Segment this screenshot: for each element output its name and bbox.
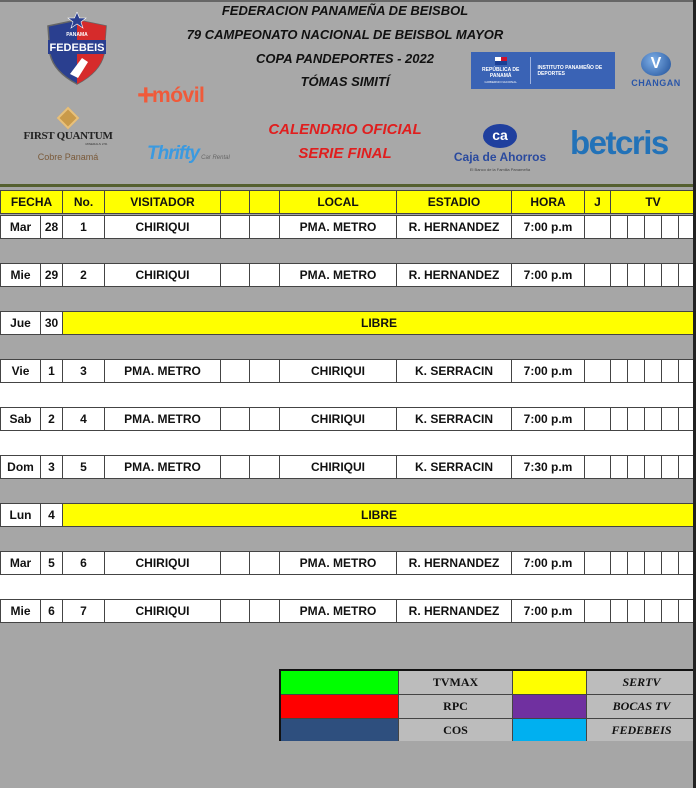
cell-stadium: R. HERNANDEZ <box>397 551 512 575</box>
cell-empty <box>585 263 611 287</box>
cell-empty <box>645 407 662 431</box>
cell-empty <box>662 263 679 287</box>
cell-time: 7:00 p.m <box>512 407 585 431</box>
first-quantum-minerals: MINERALS LTD. <box>85 142 108 146</box>
movil-name: móvil <box>152 84 205 107</box>
legend-swatch-bocas-tv <box>513 695 587 719</box>
cell-date: 28 <box>41 215 63 239</box>
column-header-j: J <box>585 190 611 214</box>
cell-stadium: K. SERRACIN <box>397 455 512 479</box>
calendar-title: CALENDRIO OFICIAL <box>268 121 422 138</box>
cell-time: 7:00 p.m <box>512 551 585 575</box>
legend-label-bocas-tv: BOCAS TV <box>587 695 696 719</box>
cell-time: 7:00 p.m <box>512 359 585 383</box>
cell-visitor: PMA. METRO <box>105 359 221 383</box>
caja-sub: El Banco de la Familia Panameña <box>469 167 531 172</box>
top-border <box>0 0 696 2</box>
cell-empty <box>628 407 645 431</box>
cell-visitor: CHIRIQUI <box>105 551 221 575</box>
legend-swatch-tvmax <box>281 671 399 695</box>
cell-empty <box>662 455 679 479</box>
column-header-local: LOCAL <box>280 190 397 214</box>
row-spacer <box>0 575 693 599</box>
cell-empty <box>662 551 679 575</box>
row-spacer <box>0 527 693 551</box>
calendar-subtitle: SERIE FINAL <box>298 145 392 162</box>
changan-logo <box>624 52 688 88</box>
row-spacer <box>0 383 693 407</box>
first-quantum-logo <box>18 110 118 162</box>
schedule-row <box>0 455 696 479</box>
cell-no: 3 <box>63 359 105 383</box>
cell-empty <box>585 455 611 479</box>
column-header-estadio: ESTADIO <box>397 190 512 214</box>
cell-local: PMA. METRO <box>280 599 397 623</box>
caja-mark-icon: ca <box>483 124 517 148</box>
schedule-row <box>0 407 696 431</box>
cell-stadium: R. HERNANDEZ <box>397 599 512 623</box>
panama-government-logo <box>471 52 615 89</box>
cell-empty <box>662 215 679 239</box>
cell-empty <box>662 359 679 383</box>
cell-stadium: R. HERNANDEZ <box>397 215 512 239</box>
cell-empty <box>250 215 280 239</box>
cell-empty <box>611 215 628 239</box>
cell-empty <box>645 215 662 239</box>
row-spacer <box>0 335 693 359</box>
libre-cell: LIBRE <box>63 311 696 335</box>
cell-no: 7 <box>63 599 105 623</box>
row-spacer <box>0 479 693 503</box>
fedebeis-logo <box>40 12 114 86</box>
cell-empty <box>250 551 280 575</box>
legend-label-rpc: RPC <box>399 695 513 719</box>
cell-empty <box>585 359 611 383</box>
betcris-logo: betcris <box>570 124 668 161</box>
cell-empty <box>628 263 645 287</box>
column-header-hora: HORA <box>512 190 585 214</box>
first-quantum-name: FIRST QUANTUM <box>23 130 113 142</box>
cell-empty <box>585 407 611 431</box>
cell-day: Vie <box>0 359 41 383</box>
row-spacer <box>0 431 693 455</box>
cell-empty <box>611 599 628 623</box>
column-header-blank-2 <box>250 190 280 214</box>
cell-empty <box>628 455 645 479</box>
cell-local: PMA. METRO <box>280 263 397 287</box>
changan-name: CHANGAN <box>631 78 681 88</box>
cell-empty <box>221 263 250 287</box>
cell-visitor: CHIRIQUI <box>105 599 221 623</box>
cell-visitor: PMA. METRO <box>105 455 221 479</box>
legend-label-sertv: SERTV <box>587 671 696 695</box>
federation-title: FEDERACION PANAMEÑA DE BEISBOL <box>221 3 469 18</box>
caja-de-ahorros-logo <box>445 124 555 172</box>
cell-empty <box>250 599 280 623</box>
cell-empty <box>250 359 280 383</box>
cell-empty <box>628 215 645 239</box>
cell-empty <box>250 407 280 431</box>
cell-empty <box>250 455 280 479</box>
header-divider <box>0 184 696 187</box>
schedule-row <box>0 599 696 623</box>
legend-label-fedebeis: FEDEBEIS <box>587 719 696 741</box>
cell-empty <box>611 455 628 479</box>
cell-empty <box>611 551 628 575</box>
legend-swatch-rpc <box>281 695 399 719</box>
column-header-no: No. <box>63 190 105 214</box>
cell-date: 30 <box>41 311 63 335</box>
cell-empty <box>611 407 628 431</box>
cell-empty <box>585 215 611 239</box>
cell-time: 7:00 p.m <box>512 215 585 239</box>
movil-plus: + <box>137 79 155 112</box>
cell-empty <box>221 407 250 431</box>
cell-day: Mie <box>0 263 41 287</box>
cell-empty <box>585 551 611 575</box>
cell-empty <box>662 407 679 431</box>
cell-time: 7:30 p.m <box>512 455 585 479</box>
column-header-blank-1 <box>221 190 250 214</box>
cell-time: 7:00 p.m <box>512 599 585 623</box>
cell-empty <box>645 455 662 479</box>
cell-day: Dom <box>0 455 41 479</box>
cell-date: 2 <box>41 407 63 431</box>
fedebeis-logo-text: FEDEBEIS <box>49 42 105 54</box>
panama-flag-icon <box>495 57 507 65</box>
cell-empty <box>645 599 662 623</box>
changan-mark-icon: V <box>641 52 671 76</box>
cell-no: 2 <box>63 263 105 287</box>
cell-empty <box>628 599 645 623</box>
thrifty-logo <box>147 143 230 165</box>
cell-empty <box>221 551 250 575</box>
cell-no: 4 <box>63 407 105 431</box>
cell-empty <box>628 551 645 575</box>
legend-swatch-cos <box>281 719 399 741</box>
legend-swatch-fedebeis <box>513 719 587 741</box>
cell-local: PMA. METRO <box>280 215 397 239</box>
cell-empty <box>221 599 250 623</box>
championship-title: 79 CAMPEONATO NACIONAL DE BEISBOL MAYOR <box>186 27 504 42</box>
cell-empty <box>611 359 628 383</box>
legend-label-tvmax: TVMAX <box>399 671 513 695</box>
cell-no: 5 <box>63 455 105 479</box>
legend-label-cos: COS <box>399 719 513 741</box>
caja-name: Caja de Ahorros <box>453 150 547 164</box>
cell-date: 4 <box>41 503 63 527</box>
cell-visitor: CHIRIQUI <box>105 263 221 287</box>
cell-empty <box>628 359 645 383</box>
libre-cell: LIBRE <box>63 503 696 527</box>
schedule-row <box>0 215 696 239</box>
cell-day: Mie <box>0 599 41 623</box>
cell-no: 1 <box>63 215 105 239</box>
schedule-row <box>0 551 696 575</box>
schedule-row <box>0 311 696 335</box>
cell-empty <box>645 551 662 575</box>
cell-local: CHIRIQUI <box>280 407 397 431</box>
cell-empty <box>645 263 662 287</box>
cell-local: CHIRIQUI <box>280 359 397 383</box>
cup-title: COPA PANDEPORTES - 2022 <box>256 51 434 66</box>
cell-date: 3 <box>41 455 63 479</box>
cell-date: 29 <box>41 263 63 287</box>
thrifty-name: Thrifty <box>147 143 200 164</box>
schedule-row <box>0 359 696 383</box>
thrifty-sub: Car Rental <box>201 155 230 161</box>
cell-visitor: CHIRIQUI <box>105 215 221 239</box>
movil-logo <box>137 76 204 110</box>
dedication-title: TÓMAS SIMITÍ <box>300 74 390 89</box>
cell-empty <box>221 215 250 239</box>
cell-day: Lun <box>0 503 41 527</box>
cell-day: Mar <box>0 551 41 575</box>
cell-empty <box>645 359 662 383</box>
cell-empty <box>611 263 628 287</box>
cell-date: 6 <box>41 599 63 623</box>
panama-gov-left: REPÚBLICA DE PANAMÁ <box>482 67 520 79</box>
panama-gov-right: INSTITUTO PANAMEÑO DE DEPORTES <box>537 64 603 77</box>
legend-swatch-sertv <box>513 671 587 695</box>
cell-time: 7:00 p.m <box>512 263 585 287</box>
cell-empty <box>221 359 250 383</box>
column-header-fecha: FECHA <box>0 190 63 214</box>
cell-day: Sab <box>0 407 41 431</box>
cell-empty <box>662 599 679 623</box>
cell-day: Mar <box>0 215 41 239</box>
row-spacer <box>0 239 693 263</box>
schedule-header-row <box>0 190 696 214</box>
cell-stadium: K. SERRACIN <box>397 407 512 431</box>
cell-empty <box>585 599 611 623</box>
cell-stadium: R. HERNANDEZ <box>397 263 512 287</box>
first-quantum-sub: Cobre Panamá <box>37 152 99 162</box>
cell-date: 5 <box>41 551 63 575</box>
row-spacer <box>0 287 693 311</box>
tv-legend <box>279 669 696 741</box>
cell-date: 1 <box>41 359 63 383</box>
column-header-visitador: VISITADOR <box>105 190 221 214</box>
cell-empty <box>250 263 280 287</box>
cell-day: Jue <box>0 311 41 335</box>
schedule-row <box>0 503 696 527</box>
cell-local: CHIRIQUI <box>280 455 397 479</box>
cell-local: PMA. METRO <box>280 551 397 575</box>
cell-visitor: PMA. METRO <box>105 407 221 431</box>
cell-no: 6 <box>63 551 105 575</box>
fedebeis-logo-top: PANAMA <box>66 32 88 38</box>
schedule-row <box>0 263 696 287</box>
panama-gov-left-sub: GOBIERNO NACIONAL <box>484 80 517 84</box>
column-header-tv: TV <box>611 190 696 214</box>
cell-stadium: K. SERRACIN <box>397 359 512 383</box>
cell-empty <box>221 455 250 479</box>
header-banner <box>0 0 696 184</box>
first-quantum-mark-icon <box>57 107 80 130</box>
